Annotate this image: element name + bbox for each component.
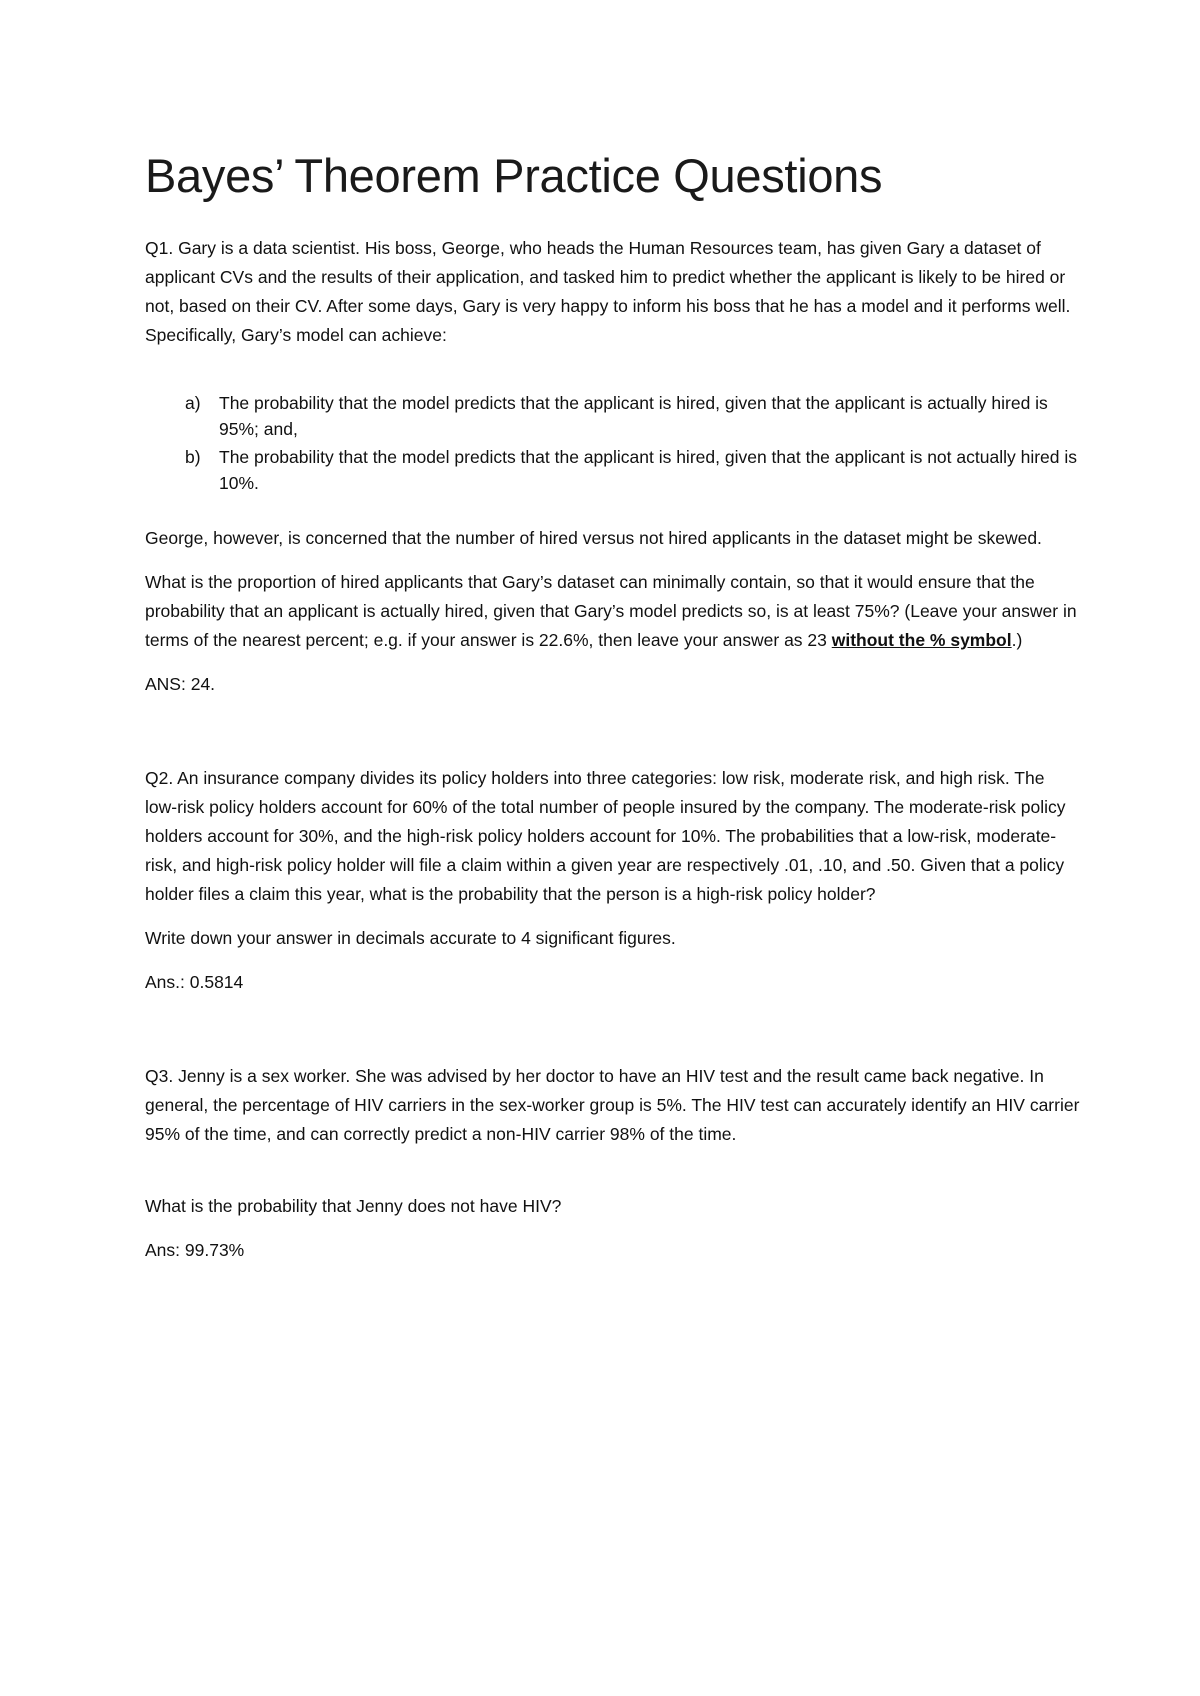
list-item [145, 444, 1080, 496]
q1-question-emphasis: without the % symbol [831, 629, 1012, 650]
list-marker: a) [185, 392, 201, 413]
spacer [145, 714, 1080, 764]
q1-question [145, 568, 1080, 655]
q2-label: Q2. [145, 767, 174, 788]
list-item-text: The probability that the model predicts that the applicant is hired, given that the applicant is not actually hired is 10%. [219, 446, 1077, 493]
list-item [145, 390, 1080, 442]
q1-answer: ANS: 24. [145, 673, 216, 694]
q1-conditions-list [145, 390, 1080, 496]
list-marker: b) [185, 446, 201, 467]
q2-answer: Ans.: 0.5814 [145, 971, 244, 992]
q1-concern: George, however, is concerned that the number of hired versus not hired applicants in the dataset might be skewed. [145, 527, 1042, 548]
q2-instruction: Write down your answer in decimals accurate to 4 significant figures. [145, 927, 676, 948]
q1-intro [145, 234, 1080, 350]
question-3 [145, 1062, 1080, 1265]
q3-question: What is the probability that Jenny does not have HIV? [145, 1195, 562, 1216]
q1-intro-text: Gary is a data scientist. His boss, George, who heads the Human Resources team, has given Gary a dataset of applicant CVs and the results of their application, and tasked him to predict whether the applicant is likely to be hired or not, based on their CV. After some days, Gary is very happy to inform his boss that he has a model and it performs well. Specifically, Gary’s model can achieve: [145, 237, 1071, 345]
list-item-text: The probability that the model predicts that the applicant is hired, given that the applicant is actually hired is 95%; and, [219, 392, 1048, 439]
q3-body: Jenny is a sex worker. She was advised by her doctor to have an HIV test and the result came back negative. In general, the percentage of HIV carriers in the sex-worker group is 5%. The HIV test can accurately identify an HIV carrier 95% of the time, and can correctly predict a non-HIV carrier 98% of the time. [145, 1065, 1080, 1144]
q1-label: Q1. [145, 237, 174, 258]
page-title: Bayes’ Theorem Practice Questions [145, 149, 883, 202]
q3-text [145, 1062, 1080, 1149]
q3-label: Q3. [145, 1065, 174, 1086]
question-2 [145, 764, 1080, 997]
spacer [145, 1012, 1080, 1062]
q3-answer: Ans: 99.73% [145, 1239, 245, 1260]
spacer [145, 1164, 1080, 1192]
question-1 [145, 234, 1080, 699]
q2-text [145, 764, 1080, 909]
q2-body: An insurance company divides its policy holders into three categories: low risk, moderate risk, and high risk. The low-risk policy holders account for 60% of the total number of people insured by the company. The moderate-risk policy holders account for 30%, and the high-risk policy holders account for 10%. The probabilities that a low-risk, moderate-risk, and high-risk policy holder will file a claim within a given year are respectively .01, .10, and .50. Given that a policy holder files a claim this year, what is the probability that the person is a high-risk policy holder? [145, 767, 1066, 904]
q1-question-end: .) [1011, 629, 1023, 650]
q1-question-text: What is the proportion of hired applicants that Gary’s dataset can minimally contain, so that it would ensure that the probability that an applicant is actually hired, given that Gary’s model predicts so, is at least 75%? (Leave your answer in terms of the nearest percent; e.g. if your answer is 22.6%, then leave your answer as 23 [145, 571, 1077, 650]
